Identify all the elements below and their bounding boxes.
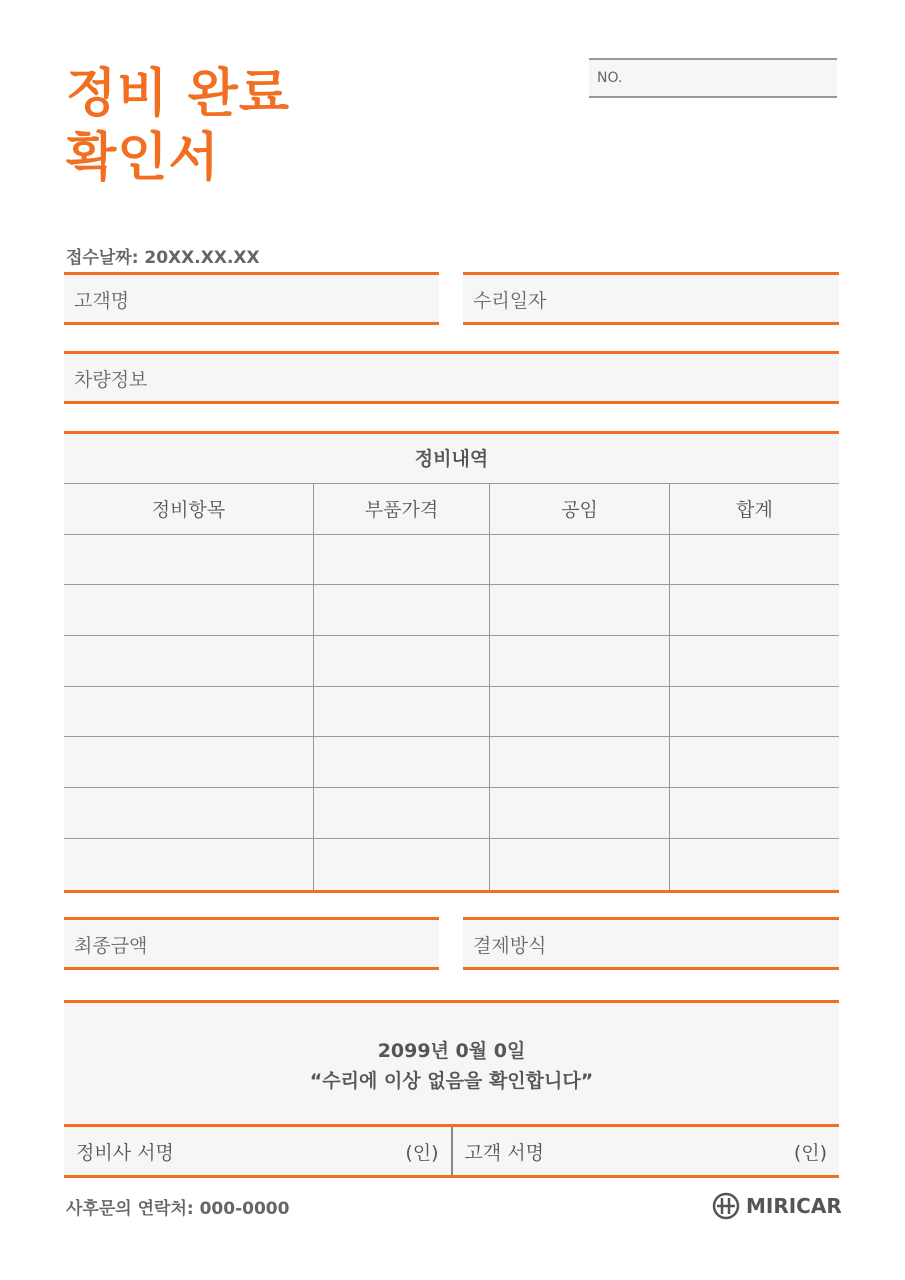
table-cell[interactable] — [490, 636, 670, 686]
contact-info: 사후문의 연락처: 000-0000 — [66, 1199, 290, 1219]
received-date: 접수날짜: 20XX.XX.XX — [66, 248, 260, 268]
repair-date-label: 수리일자 — [473, 290, 547, 312]
table-cell[interactable] — [490, 737, 670, 787]
customer-name-field[interactable] — [64, 272, 439, 325]
final-amount-field[interactable] — [64, 917, 439, 970]
table-cell[interactable] — [670, 788, 839, 838]
table-row — [64, 535, 839, 586]
table-cell[interactable] — [670, 585, 839, 635]
maintenance-table — [64, 431, 839, 893]
table-cell[interactable] — [314, 636, 490, 686]
customer-signature-field[interactable] — [453, 1127, 840, 1175]
signature-row — [64, 1124, 839, 1178]
table-cell[interactable] — [64, 585, 314, 635]
confirm-statement: “수리에 이상 없음을 확인합니다” — [309, 1070, 594, 1092]
customer-name-label: 고객명 — [74, 290, 130, 312]
payment-method-field[interactable] — [463, 917, 839, 970]
header-total: 합계 — [736, 499, 773, 522]
table-row — [64, 839, 839, 890]
table-cell[interactable] — [314, 788, 490, 838]
table-cell[interactable] — [490, 788, 670, 838]
table-cell[interactable] — [314, 687, 490, 737]
confirmation-box — [64, 1000, 839, 1125]
mechanic-signature-label: 정비사 서명 — [76, 1141, 174, 1164]
table-title: 정비내역 — [64, 434, 839, 484]
no-label: NO. — [597, 70, 623, 86]
table-cell[interactable] — [64, 636, 314, 686]
table-header-row — [64, 484, 839, 535]
mechanic-seal: (인) — [405, 1141, 439, 1164]
table-cell[interactable] — [64, 839, 314, 890]
table-row — [64, 788, 839, 839]
table-cell[interactable] — [314, 839, 490, 890]
table-cell[interactable] — [314, 737, 490, 787]
brand-logo — [712, 1192, 842, 1220]
table-cell[interactable] — [670, 535, 839, 585]
table-cell[interactable] — [490, 687, 670, 737]
header-labor: 공임 — [490, 484, 670, 534]
table-cell[interactable] — [64, 687, 314, 737]
table-row — [64, 585, 839, 636]
final-amount-label: 최종금액 — [74, 935, 148, 957]
table-row — [64, 687, 839, 738]
table-cell[interactable] — [670, 737, 839, 787]
table-row — [64, 636, 839, 687]
table-row — [64, 737, 839, 788]
payment-method-label: 결제방식 — [473, 935, 547, 957]
table-cell[interactable] — [314, 535, 490, 585]
table-cell[interactable] — [670, 687, 839, 737]
miricar-logo-icon — [712, 1192, 740, 1220]
document-number-field[interactable] — [589, 58, 837, 98]
vehicle-info-field[interactable] — [64, 351, 839, 404]
repair-date-field[interactable] — [463, 272, 839, 325]
table-cell[interactable] — [64, 788, 314, 838]
table-cell[interactable] — [64, 737, 314, 787]
mechanic-signature-field[interactable] — [64, 1127, 453, 1175]
table-cell[interactable] — [490, 535, 670, 585]
table-cell[interactable] — [64, 535, 314, 585]
table-cell[interactable] — [670, 636, 839, 686]
logo-text: MIRICAR — [746, 1194, 842, 1218]
table-cell[interactable] — [314, 585, 490, 635]
header-item: 정비항목 — [64, 484, 314, 534]
customer-seal: (인) — [793, 1141, 827, 1164]
vehicle-info-label: 차량정보 — [74, 369, 148, 391]
table-cell[interactable] — [490, 839, 670, 890]
document-title — [66, 62, 290, 190]
confirm-date: 2099년 0월 0일 — [377, 1040, 526, 1062]
table-cell[interactable] — [490, 585, 670, 635]
title-line-1: 정비 완료 — [66, 64, 291, 124]
table-cell[interactable] — [670, 839, 839, 890]
title-line-2: 확인서 — [66, 128, 220, 188]
customer-signature-label: 고객 서명 — [464, 1141, 544, 1164]
header-parts-price: 부품가격 — [314, 484, 490, 534]
